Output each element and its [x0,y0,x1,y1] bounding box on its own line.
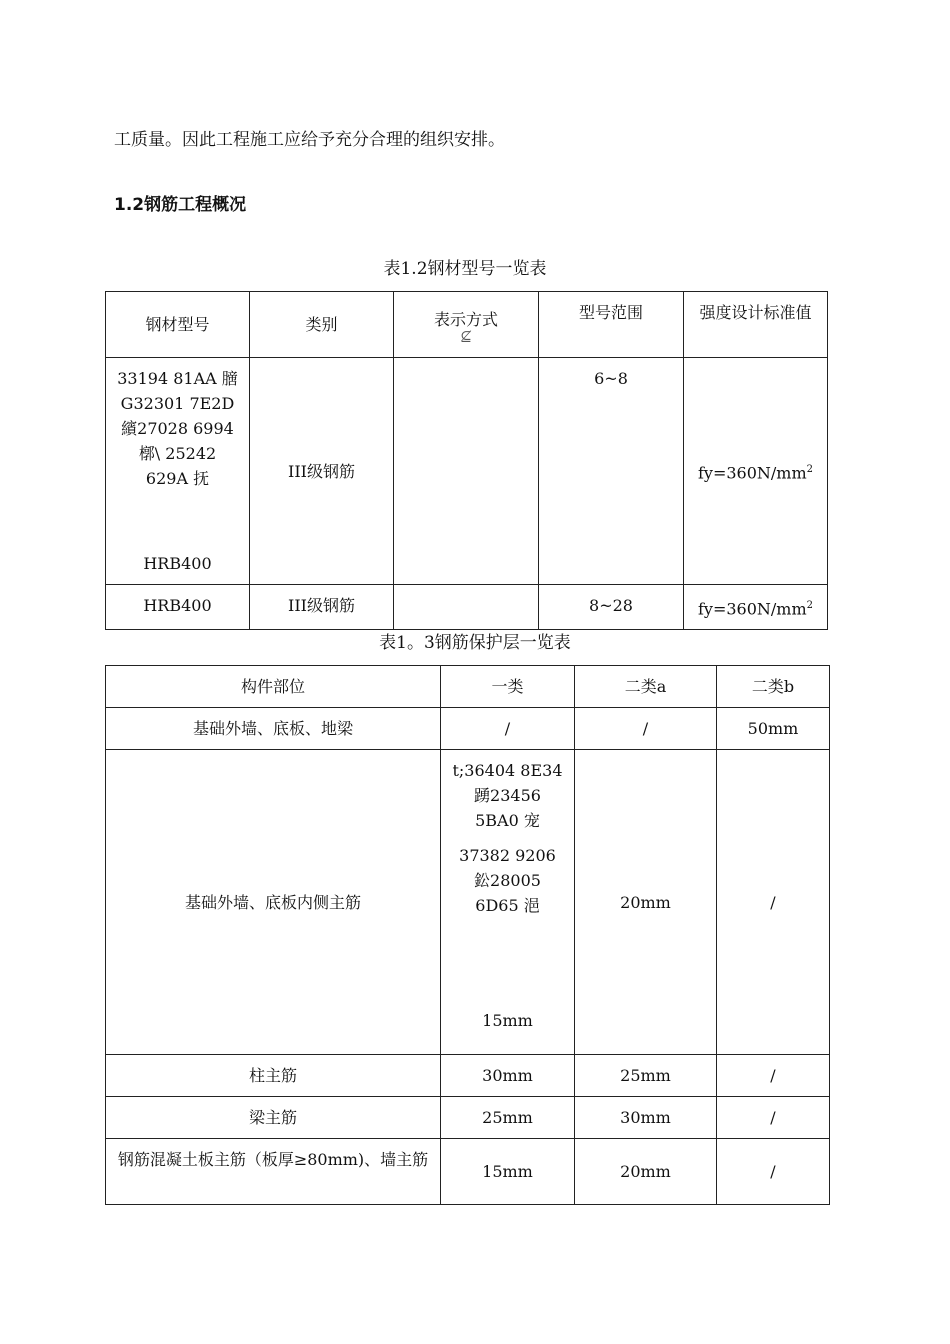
header-part: 构件部位 [106,666,441,708]
cell-class-2b: / [717,1139,830,1205]
header-notation [394,292,539,358]
rebar-cover-table [105,665,830,1205]
cell-class-1: / [441,708,575,750]
garbled-line: 鈆28005 [474,871,541,890]
table-row [106,708,830,750]
header-class-2a: 二类a [575,666,717,708]
cell-strength [684,358,828,585]
cell-part: 基础外墙、底板内侧主筋 [106,750,441,1055]
cell-category: III级钢筋 [250,585,394,630]
cell-steel-model [106,358,250,585]
garbled-line: 37382 9206 [459,846,556,865]
cell-class-1: 30mm [441,1055,575,1097]
table-header-row [106,292,828,358]
strength-exponent: 2 [806,463,813,475]
header-strength: 强度设计标准值 [684,292,828,358]
cell-notation [394,585,539,630]
cell-part: 柱主筋 [106,1055,441,1097]
cell-class-1: 15mm [441,1139,575,1205]
cell-class-2b: / [717,1055,830,1097]
header-category: 类别 [250,292,394,358]
cell-class-2a: 30mm [575,1097,717,1139]
strength-exponent: 2 [806,600,813,611]
cell-range: 8~28 [539,585,684,630]
header-class-2b: 二类b [717,666,830,708]
garbled-line: t;36404 8E34 [452,761,563,780]
steel-model-name: HRB400 [143,554,212,573]
cell-category: III级钢筋 [250,358,394,585]
cell-class-2b: / [717,750,830,1055]
cell-class-2a: 20mm [575,750,717,1055]
header-class-1: 一类 [441,666,575,708]
table-header-row [106,666,830,708]
strength-value: fy=360N/mm [697,599,807,619]
cell-class-1 [441,750,575,1055]
cell-range: 6~8 [539,358,684,585]
cell-notation [394,358,539,585]
garbled-line: 5BA0 宠 [475,811,540,830]
cell-part: 基础外墙、底板、地梁 [106,708,441,750]
cell-class-1: 25mm [441,1097,575,1139]
table-row [106,585,828,630]
cell-class-2a: 20mm [575,1139,717,1205]
garbled-line: 踴23456 [474,786,541,805]
class-1-value: 15mm [482,1011,533,1030]
rebar-symbol-icon: ⊈ [460,329,472,345]
table-row [106,358,828,585]
table-row [106,1055,830,1097]
header-steel-model: 钢材型号 [106,292,250,358]
steel-type-table [105,291,828,630]
table1-caption: 表1.2钢材型号一览表 [383,259,547,279]
cell-class-2a: / [575,708,717,750]
table-row [106,1139,830,1205]
cell-strength [684,585,828,630]
garbled-line: 繽27028 6994 [121,419,234,438]
intro-paragraph: 工质量。因此工程施工应给予充分合理的组织安排。 [114,130,505,150]
header-notation-label: 表示方式 [433,310,498,329]
garbled-line: G32301 7E2D [120,394,235,413]
cell-class-2a: 25mm [575,1055,717,1097]
table2-caption: 表1。3钢筋保护层一览表 [379,633,571,653]
strength-value: fy=360N/mm [697,463,807,483]
cell-class-2b: / [717,1097,830,1139]
garbled-line: 6D65 浥 [475,896,540,915]
garbled-line: 槨\ 25242 [138,444,217,463]
cell-class-2b: 50mm [717,708,830,750]
table-row [106,750,830,1055]
section-heading: 1.2钢筋工程概况 [114,195,247,215]
cell-steel-model: HRB400 [106,585,250,630]
cell-part: 梁主筋 [106,1097,441,1139]
garbled-line: 33194 81AA 膪 [117,369,238,388]
table-row [106,1097,830,1139]
garbled-line: 629A 抚 [145,469,210,488]
cell-part: 钢筋混凝土板主筋（板厚≥80mm)、墙主筋 [106,1139,441,1205]
header-range: 型号范围 [539,292,684,358]
